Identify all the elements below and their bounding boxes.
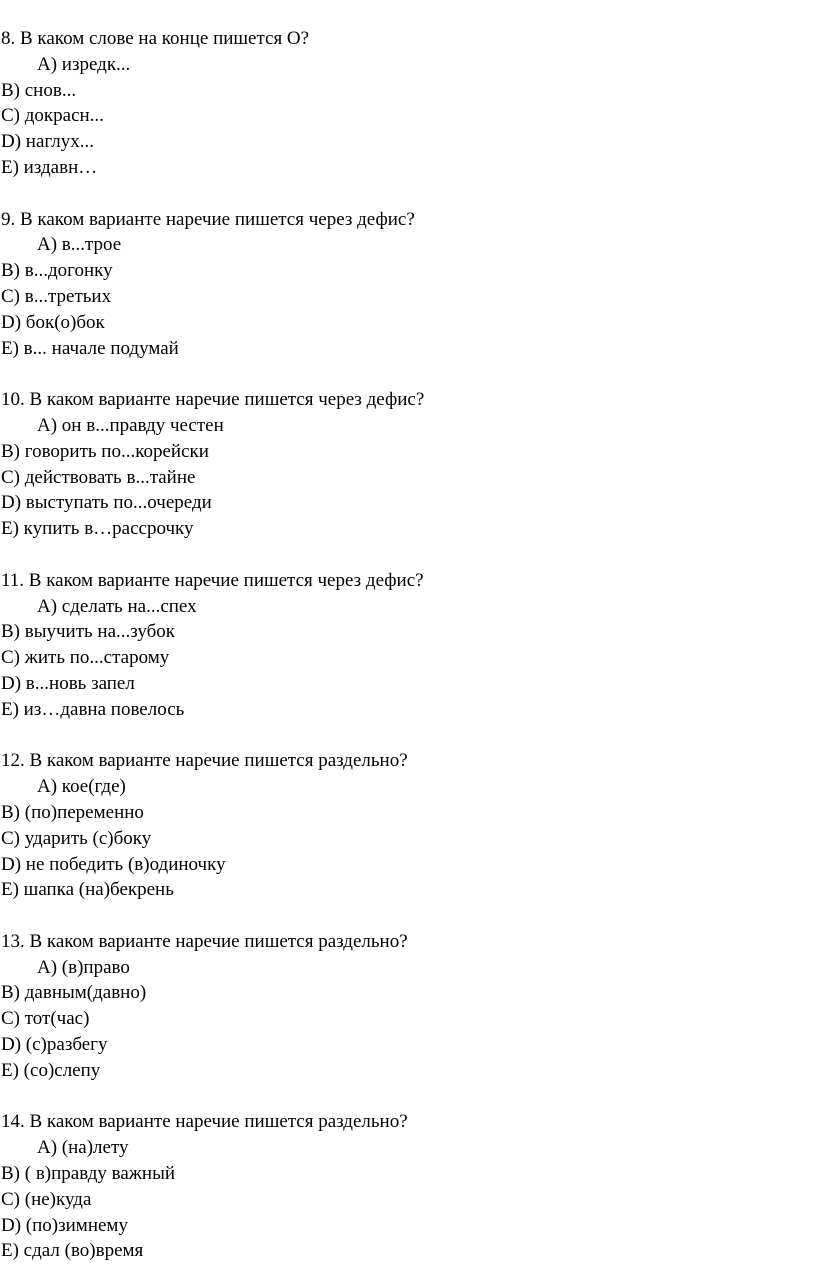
option-d: D) (по)зимнему [1,1214,128,1236]
option-b: B) выучить на...зубок [1,621,176,643]
option-a: А) (в)право [37,956,130,978]
option-e: E) сдал (во)время [1,1240,144,1262]
option-e: E) издавн… [1,156,98,178]
option-e: E) (со)слепу [1,1059,101,1081]
question-13 [0,929,816,1084]
option-c: C) действовать в...тайне [1,466,196,488]
question-text: 13. В каком варианте наречие пишется раздельно? [1,930,408,952]
question-12 [0,748,816,903]
question-14 [0,1109,816,1264]
option-b: B) давным(давно) [1,982,147,1004]
option-e: E) шапка (на)бекрень [1,879,174,901]
option-a: А) в...трое [37,234,122,256]
option-e: E) купить в…рассрочку [1,518,194,540]
question-text: 10. В каком варианте наречие пишется через дефис? [1,389,425,411]
option-a: А) он в...правду честен [37,414,224,436]
question-11 [0,568,816,723]
question-10 [0,387,816,542]
question-8 [0,26,816,181]
option-c: C) докрасн... [1,105,104,127]
question-text: 11. В каком варианте наречие пишется через дефис? [1,569,424,591]
option-d: D) не победить (в)одиночку [1,853,226,875]
option-c: C) в...третьих [1,285,112,307]
option-b: B) в...догонку [1,260,113,282]
option-b: B) (по)переменно [1,801,144,823]
option-d: D) наглух... [1,131,94,153]
option-a: А) сделать на...спех [37,595,197,617]
option-b: B) говорить по...корейски [1,440,209,462]
question-text: 8. В каком слове на конце пишется О? [1,28,310,49]
option-e: E) из…давна повелось [1,698,185,720]
option-e: E) в... начале подумай [1,337,179,359]
option-d: D) (с)разбегу [1,1034,108,1056]
option-c: C) ударить (с)боку [1,827,152,849]
option-d: D) выступать по...очереди [1,492,212,514]
option-a: А) изредк... [37,53,131,75]
option-c: C) тот(час) [1,1008,90,1030]
question-9 [0,207,816,362]
option-b: B) ( в)правду важный [1,1163,176,1185]
option-b: B) снов... [1,79,77,101]
document-page [0,26,816,1264]
option-a: А) (на)лету [37,1137,129,1159]
question-text: 9. В каком варианте наречие пишется через дефис? [1,208,415,230]
option-a: А) кое(где) [37,776,126,798]
option-d: D) в...новь запел [1,672,135,694]
option-c: C) (не)куда [1,1188,92,1210]
question-text: 12. В каком варианте наречие пишется раздельно? [1,750,408,772]
option-d: D) бок(о)бок [1,311,105,333]
option-c: C) жить по...старому [1,647,170,669]
question-text: 14. В каком варианте наречие пишется раздельно? [1,1111,408,1133]
